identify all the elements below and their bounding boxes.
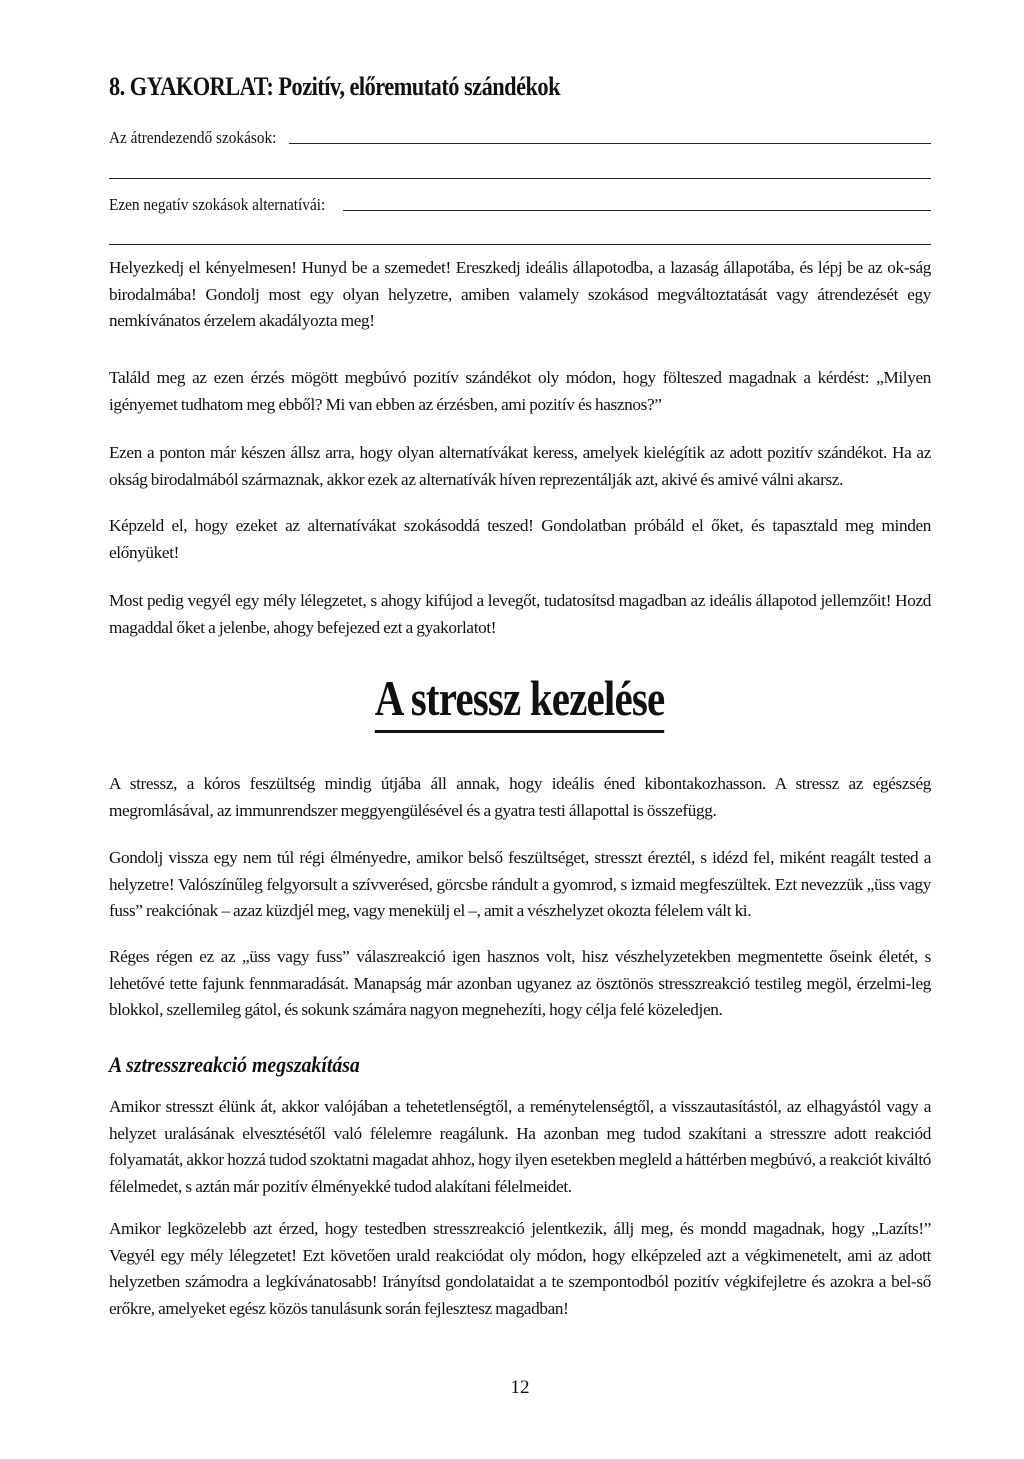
exercise-paragraph: Most pedig vegyél egy mély lélegzetet, s ahogy kifújod a levegőt, tudatosítsd magadban az ideális állapotod jellemzőit! Hozd magaddal őket a jelenbe, ahogy befejezed ezt a gyakorlatot! bbox=[109, 591, 931, 637]
alternatives-line-2[interactable] bbox=[109, 244, 931, 245]
habits-to-rearrange-line[interactable] bbox=[289, 142, 931, 144]
alternatives-label: Ezen negatív szokások alternatívái: bbox=[109, 195, 326, 214]
exercise-title: 8. GYAKORLAT: Pozitív, előremutató szándékok bbox=[109, 72, 561, 101]
exercise-paragraph: Találd meg az ezen érzés mögött megbúvó pozitív szándékot oly módon, hogy fölteszed magadnak a kérdést: „Milyen igényemet tudhatom meg ebből? Mi van ebben az érzésben, ami pozitív és hasznos?” bbox=[109, 368, 931, 414]
subsection-paragraph: Amikor legközelebb azt érzed, hogy testedben stresszreakció jelentkezik, állj meg, és mondd magadnak, hogy „Lazíts!” Vegyél egy mély lélegzetet! Ezt követően urald reakciódat oly módon, hogy elképzeled azt a végkimenetelt, ami az adott helyzetben számodra a legkívánatosabb! Irányítsd gondolataidat a te szempontodból pozitív végkifejletre és azokra a bel-ső erőkre, amelyeket egész közös tanulásunk során fejlesztesz magadban! bbox=[109, 1219, 931, 1318]
exercise-paragraph: Ezen a ponton már készen állsz arra, hogy olyan alternatívákat keress, amelyek kielégítik az adott pozitív szándékot. Ha az okság birodalmából származnak, akkor ezek az alternatívák híven reprezentálják azt, akivé és amivé válni akarsz. bbox=[109, 443, 931, 489]
habits-to-rearrange-field[interactable] bbox=[109, 128, 931, 148]
habits-to-rearrange-line-2[interactable] bbox=[109, 178, 931, 179]
section-heading-text: A stressz kezelése bbox=[375, 668, 665, 733]
section-heading bbox=[109, 668, 931, 733]
page-number: 12 bbox=[510, 1377, 530, 1398]
alternatives-line[interactable] bbox=[343, 209, 931, 211]
exercise-paragraph: Képzeld el, hogy ezeket az alternatívákat szokásoddá teszed! Gondolatban próbáld el őket, és tapasztald meg minden előnyüket! bbox=[109, 516, 931, 562]
section-paragraph: A stressz, a kóros feszültség mindig útjába áll annak, hogy ideális éned kibontakozhasson. A stressz az egészség megromlásával, az immunrendszer meggyengülésével és a gyatra testi állapottal is összefügg. bbox=[109, 774, 931, 820]
subsection-heading: A sztresszreakció megszakítása bbox=[109, 1052, 360, 1077]
subsection-paragraph: Amikor stresszt élünk át, akkor valójában a tehetetlenségtől, a reménytelenségtől, a visszautasítástól, az elhagyástól vagy a helyzet uralásának elvesztésétől való félelemre reagálunk. Ha azonban meg tudod szakítani a stresszre adott reakciód folyamatát, akkor hozzá tudod szoktatni magadat ahhoz, hogy ilyen esetekben megleld a háttérben megbúvó, a reakciót kiváltó félelmedet, s aztán már pozitív élményekké tudod alakítani félelmeidet. bbox=[109, 1097, 931, 1196]
section-paragraph: Réges régen ez az „üss vagy fuss” válaszreakció igen hasznos volt, hisz vészhelyzetekben megmentette őseink életét, s lehetővé tette fajunk fennmaradását. Manapság már azonban ugyanez az ösztönös stresszreakció testileg megöl, érzelmi-leg blokkol, szellemileg gátol, és sokunk számára nagyon megnehezíti, hogy célja felé közeledjen. bbox=[109, 947, 931, 1019]
habits-to-rearrange-label: Az átrendezendő szokások: bbox=[109, 128, 277, 147]
alternatives-field[interactable] bbox=[109, 195, 931, 215]
exercise-paragraph: Helyezkedj el kényelmesen! Hunyd be a szemedet! Ereszkedj ideális állapotodba, a lazaság állapotába, és lépj be az ok-ság birodalmába! Gondolj most egy olyan helyzetre, amiben valamely szokásod megváltoztatását vagy átrendezését egy nemkívánatos érzelem akadályozta meg! bbox=[109, 258, 931, 330]
section-paragraph: Gondolj vissza egy nem túl régi élményedre, amikor belső feszültséget, stresszt éreztél, s idézd fel, miként reagált tested a helyzetre! Valószínűleg felgyorsult a szívverésed, görcsbe rándult a gyomrod, s izmaid megfeszültek. Ezt nevezzük „üss vagy fuss” reakciónak – azaz küzdjél meg, vagy menekülj el –, amit a vészhelyzet okozta félelem vált ki. bbox=[109, 848, 931, 920]
